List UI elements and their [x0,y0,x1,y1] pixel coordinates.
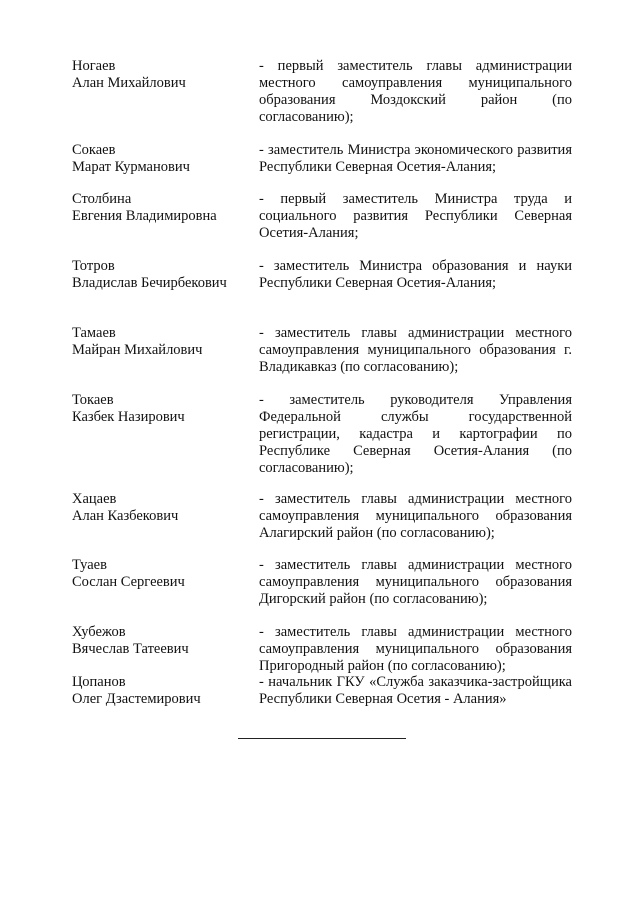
member-surname: Столбина [72,191,132,207]
member-given-names: Марат Курманович [72,159,190,175]
member-given-names: Казбек Назирович [72,409,185,425]
member-given-names: Вячеслав Татеевич [72,641,189,657]
member-surname: Туаев [72,557,107,573]
member-name [72,491,257,525]
member-name [72,258,257,292]
member-given-names: Евгения Владимировна [72,208,217,224]
member-surname: Хацаев [72,491,117,507]
member-given-names: Владислав Бечирбекович [72,275,227,291]
closing-divider [238,738,406,739]
member-surname: Ногаев [72,58,116,74]
member-role: - первый заместитель главы администрации местного самоуправления муниципального образования Моздокский район (по согласованию); [259,58,572,125]
member-name [72,58,257,92]
member-role: - заместитель главы администрации местного самоуправления муниципального образования г. Владикавказ (по согласованию); [259,325,572,375]
member-role: - заместитель Министра экономического развития Республики Северная Осетия-Алания; [259,142,572,175]
member-role: - заместитель главы администрации местного самоуправления муниципального образования Алагирский район (по согласованию); [259,491,572,541]
member-surname: Цопанов [72,674,126,690]
member-role: - начальник ГКУ «Служба заказчика-застройщика Республики Северная Осетия - Алания» [259,674,572,707]
member-name [72,392,257,426]
member-given-names: Алан Михайлович [72,75,186,91]
member-name [72,557,257,591]
member-given-names: Алан Казбекович [72,508,179,524]
member-name [72,674,257,708]
member-given-names: Сослан Сергеевич [72,574,185,590]
member-surname: Сокаев [72,142,116,158]
member-role: - заместитель руководителя Управления Федеральной службы государственной регистрации, кадастра и картографии по Республике Северная Осетия-Алания (по согласованию); [259,392,572,476]
member-role: - заместитель главы администрации местного самоуправления муниципального образования Дигорский район (по согласованию); [259,557,572,607]
member-name [72,325,257,359]
member-given-names: Олег Дзастемирович [72,691,201,707]
member-name [72,191,257,225]
member-given-names: Майран Михайлович [72,342,203,358]
member-role: - заместитель главы администрации местного самоуправления муниципального образования Пригородный район (по согласованию); [259,624,572,674]
member-surname: Токаев [72,392,114,408]
member-role: - заместитель Министра образования и науки Республики Северная Осетия-Алания; [259,258,572,291]
member-name [72,142,257,176]
member-surname: Хубежов [72,624,126,640]
member-name [72,624,257,658]
member-role: - первый заместитель Министра труда и социального развития Республики Северная Осетия-Алания; [259,191,572,241]
member-surname: Тамаев [72,325,116,341]
member-surname: Тотров [72,258,115,274]
